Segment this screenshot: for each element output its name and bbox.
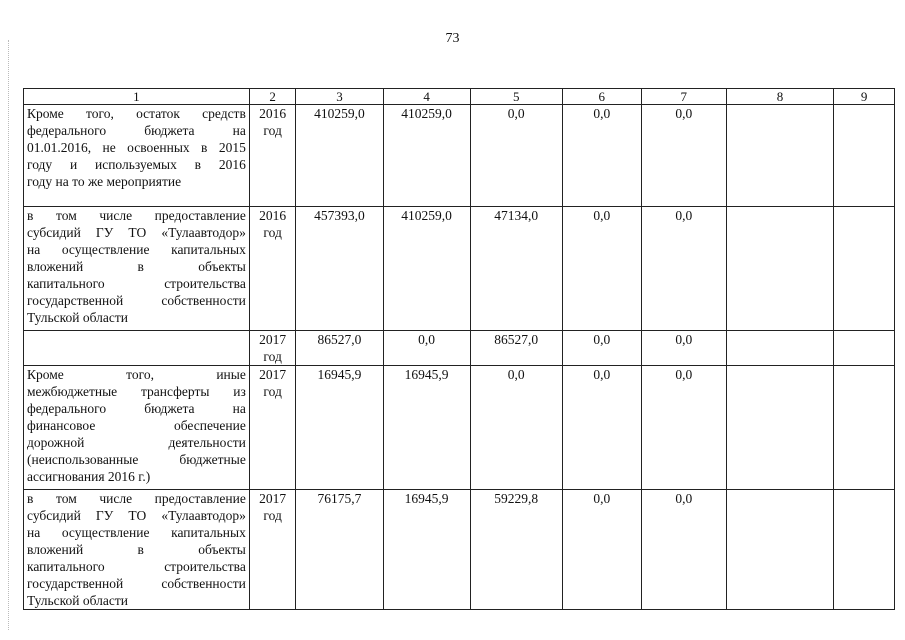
description-line: субсидий ГУ ТО «Тулаавтодор» — [27, 225, 246, 240]
description-line: году и используемых в 2016 — [27, 157, 246, 172]
value-cell-9 — [834, 490, 895, 610]
budget-table — [23, 88, 895, 610]
value-cell-3: 16945,9 — [296, 366, 383, 490]
year-line: год — [263, 123, 282, 138]
description-line: вложений в объекты — [27, 542, 246, 557]
row-year — [249, 331, 296, 366]
value-cell-7: 0,0 — [641, 207, 726, 331]
description-line: федерального бюджета на — [27, 123, 246, 138]
binding-margin-line — [8, 40, 10, 630]
table-row — [24, 366, 895, 490]
description-line: 01.01.2016, не освоенных в 2015 — [27, 140, 246, 155]
value-cell-8 — [726, 331, 833, 366]
row-year — [249, 366, 296, 490]
value-cell-8 — [726, 366, 833, 490]
value-cell-3: 457393,0 — [296, 207, 383, 331]
row-description — [24, 490, 250, 610]
description-line: дорожной деятельности — [27, 435, 246, 450]
description-line: федерального бюджета на — [27, 401, 246, 416]
table-body — [24, 105, 895, 610]
value-cell-7: 0,0 — [641, 490, 726, 610]
row-year — [249, 105, 296, 207]
value-cell-9 — [834, 207, 895, 331]
value-cell-9 — [834, 105, 895, 207]
value-cell-9 — [834, 331, 895, 366]
value-cell-7: 0,0 — [641, 105, 726, 207]
value-cell-9 — [834, 366, 895, 490]
year-line: 2016 — [259, 208, 287, 223]
year-line: год — [263, 225, 282, 240]
table-row — [24, 105, 895, 207]
row-year — [249, 490, 296, 610]
value-cell-7: 0,0 — [641, 331, 726, 366]
value-cell-4: 410259,0 — [383, 105, 470, 207]
description-line: капитального строительства — [27, 559, 246, 574]
header-cell: 1 — [24, 89, 250, 105]
row-description — [24, 207, 250, 331]
year-line: 2017 — [259, 491, 287, 506]
description-line: государственной собственности — [27, 576, 246, 591]
value-cell-3: 410259,0 — [296, 105, 383, 207]
description-line: Кроме того, остаток средств — [27, 106, 246, 121]
header-cell: 4 — [383, 89, 470, 105]
value-cell-4: 16945,9 — [383, 490, 470, 610]
description-line: на осуществление капитальных — [27, 525, 246, 540]
description-line: вложений в объекты — [27, 259, 246, 274]
header-cell: 8 — [726, 89, 833, 105]
value-cell-3: 76175,7 — [296, 490, 383, 610]
header-cell: 6 — [562, 89, 641, 105]
description-line: ассигнования 2016 г.) — [27, 469, 151, 484]
year-line: 2017 — [259, 332, 287, 347]
value-cell-6: 0,0 — [562, 331, 641, 366]
table-row — [24, 490, 895, 610]
header-cell: 3 — [296, 89, 383, 105]
header-cell: 9 — [834, 89, 895, 105]
year-line: год — [263, 508, 282, 523]
value-cell-5: 59229,8 — [470, 490, 562, 610]
value-cell-4: 410259,0 — [383, 207, 470, 331]
value-cell-3: 86527,0 — [296, 331, 383, 366]
description-line: в том числе предоставление — [27, 491, 246, 506]
value-cell-8 — [726, 207, 833, 331]
value-cell-5: 86527,0 — [470, 331, 562, 366]
row-description — [24, 105, 250, 207]
description-line: субсидий ГУ ТО «Тулаавтодор» — [27, 508, 246, 523]
header-cell: 5 — [470, 89, 562, 105]
year-line: год — [263, 349, 282, 364]
value-cell-8 — [726, 490, 833, 610]
row-description — [24, 366, 250, 490]
table-row — [24, 331, 895, 366]
header-row — [24, 89, 895, 105]
description-line: Тульской области — [27, 593, 128, 608]
value-cell-4: 16945,9 — [383, 366, 470, 490]
value-cell-5: 47134,0 — [470, 207, 562, 331]
value-cell-6: 0,0 — [562, 105, 641, 207]
value-cell-5: 0,0 — [470, 366, 562, 490]
table-row — [24, 207, 895, 331]
description-line: Кроме того, иные — [27, 367, 246, 382]
description-line: (неиспользованные бюджетные — [27, 452, 246, 467]
header-cell: 2 — [249, 89, 296, 105]
value-cell-5: 0,0 — [470, 105, 562, 207]
year-line: 2016 — [259, 106, 287, 121]
row-year — [249, 207, 296, 331]
year-line: год — [263, 384, 282, 399]
value-cell-6: 0,0 — [562, 366, 641, 490]
description-line: капитального строительства — [27, 276, 246, 291]
value-cell-6: 0,0 — [562, 490, 641, 610]
value-cell-6: 0,0 — [562, 207, 641, 331]
value-cell-8 — [726, 105, 833, 207]
description-line: государственной собственности — [27, 293, 246, 308]
value-cell-7: 0,0 — [641, 366, 726, 490]
description-line: межбюджетные трансферты из — [27, 384, 246, 399]
description-line: финансовое обеспечение — [27, 418, 246, 433]
description-line: году на то же мероприятие — [27, 174, 182, 189]
header-cell: 7 — [641, 89, 726, 105]
page-number: 73 — [445, 31, 460, 46]
description-line: в том числе предоставление — [27, 208, 246, 223]
row-description — [24, 331, 250, 366]
year-line: 2017 — [259, 367, 287, 382]
value-cell-4: 0,0 — [383, 331, 470, 366]
description-line: на осуществление капитальных — [27, 242, 246, 257]
description-line: Тульской области — [27, 310, 128, 325]
